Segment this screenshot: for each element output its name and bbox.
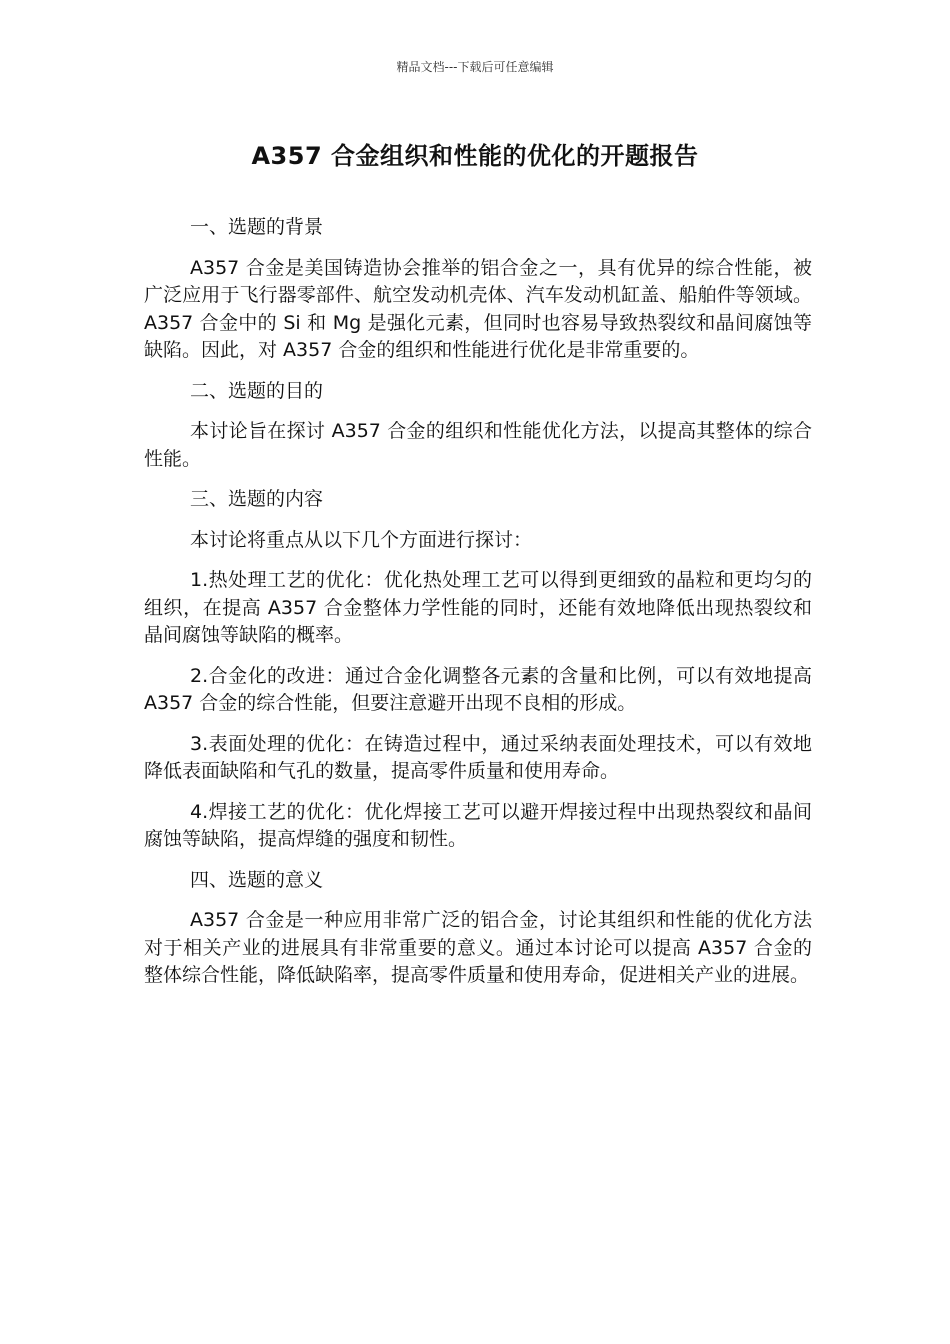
background-paragraph: A357 合金是美国铸造协会推举的铝合金之一，具有优异的综合性能，被广泛应用于飞行器零部件、航空发动机壳体、汽车发动机缸盖、船舶件等领域。A357 合金中的 Si 和 Mg 是强化元素，但同时也容易导致热裂纹和晶间腐蚀等缺陷。因此，对 A357 合金的组织和性能进行优化是非常重要的。 [144, 256, 812, 361]
section-heading-significance: 四、选题的意义 [190, 868, 324, 891]
content-item-alloying: 2.合金化的改进：通过合金化调整各元素的含量和比例，可以有效地提高 A357 合金的综合性能，但要注意避开出现不良相的形成。 [144, 664, 812, 714]
content-item-heat-treatment: 1.热处理工艺的优化：优化热处理工艺可以得到更细致的晶粒和更均匀的组织，在提高 A357 合金整体力学性能的同时，还能有效地降低出现热裂纹和晶间腐蚀等缺陷的概率。 [144, 569, 812, 646]
significance-paragraph: A357 合金是一种应用非常广泛的铝合金，讨论其组织和性能的优化方法对于相关产业的进展具有非常重要的意义。通过本讨论可以提高 A357 合金的整体综合性能，降低缺陷率，提高零件质量和使用寿命，促进相关产业的进展。 [144, 909, 812, 986]
document-title: A357 合金组织和性能的优化的开题报告 [251, 142, 699, 170]
page-header: 精品文档---下载后可任意编辑 [396, 60, 554, 74]
content-item-surface-treatment: 3.表面处理的优化：在铸造过程中，通过采纳表面处理技术，可以有效地降低表面缺陷和气孔的数量，提高零件质量和使用寿命。 [144, 732, 812, 782]
section-heading-content: 三、选题的内容 [190, 488, 324, 510]
purpose-paragraph: 本讨论旨在探讨 A357 合金的组织和性能优化方法，以提高其整体的综合性能。 [144, 420, 812, 470]
content-item-welding: 4.焊接工艺的优化：优化焊接工艺可以避开焊接过程中出现热裂纹和晶间腐蚀等缺陷，提高焊缝的强度和韧性。 [144, 800, 812, 850]
content-intro-paragraph: 本讨论将重点从以下几个方面进行探讨： [190, 528, 533, 551]
document-body [144, 214, 812, 1003]
section-heading-purpose: 二、选题的目的 [190, 379, 324, 402]
section-heading-background: 一、选题的背景 [190, 216, 324, 238]
